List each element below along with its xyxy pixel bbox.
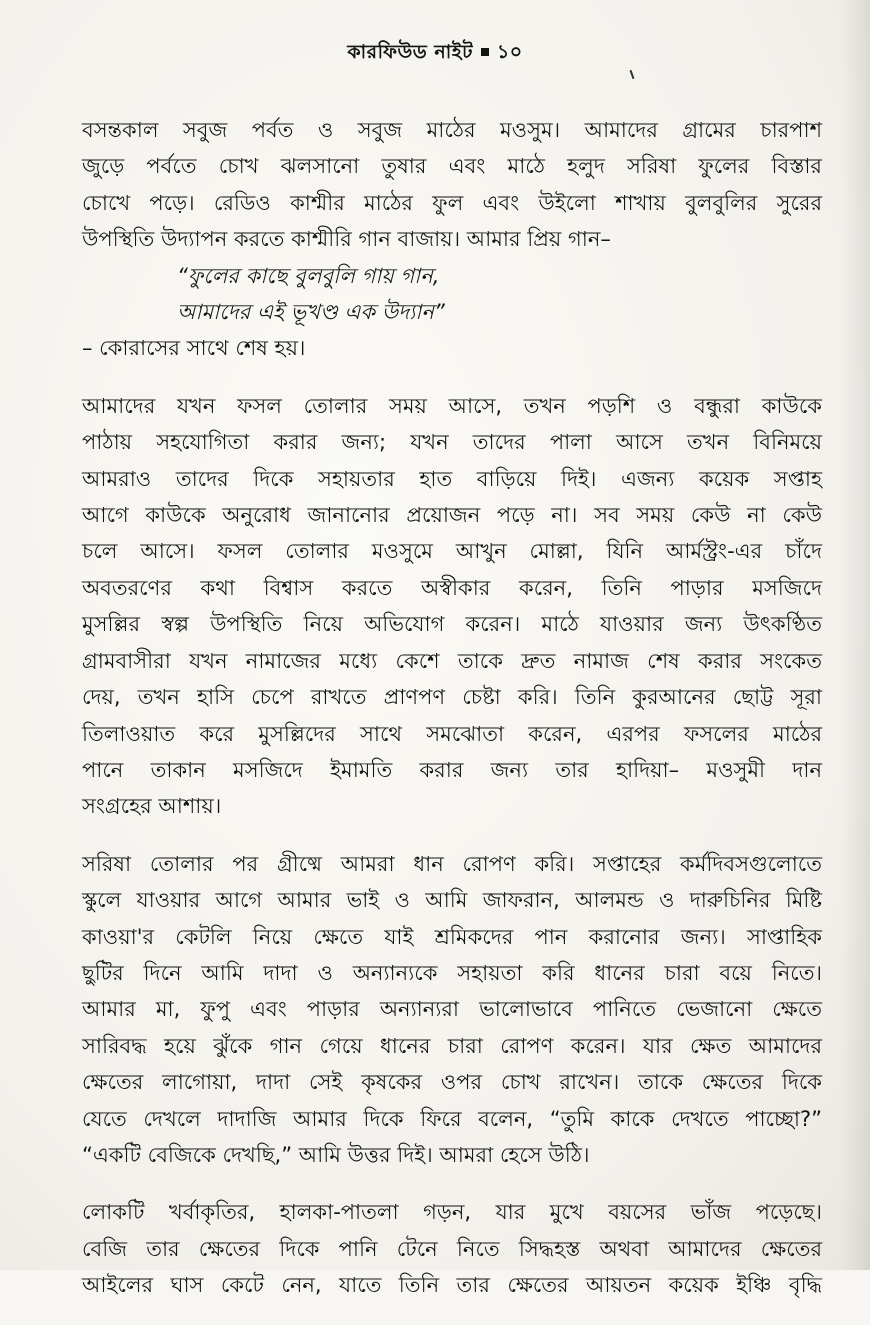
text-line: উপস্থিতি উদ্যাপন করতে কাশ্মীরি গান বাজায়। আমার প্রিয় গান–	[82, 227, 611, 252]
paragraph-1	[82, 112, 822, 367]
text-line: বেজি তার ক্ষেতের দিকে পানি টেনে নিতে সিদ্ধহস্ত অথবা আমাদের ক্ষেতের	[82, 1236, 822, 1261]
text-line: ক্ষেতের লাগোয়া, দাদা সেই কৃষকের ওপর চোখ রাখেন। তাকে ক্ষেতের দিকে	[82, 1070, 822, 1095]
ink-speck	[630, 70, 635, 79]
text-line: আমাদের যখন ফসল তোলার সময় আসে, তখন পড়শি ও বন্ধুরা কাউকে	[82, 393, 822, 418]
text-line: তিলাওয়াত করে মুসল্লিদের সাথে সমঝোতা করেন, এরপর ফসলের মাঠের	[82, 721, 822, 746]
text-line: দেয়, তখন হাসি চেপে রাখতে প্রাণপণ চেষ্টা করি। তিনি কুরআনের ছোট্ট সূরা	[82, 685, 822, 710]
page-number: ১০	[496, 41, 523, 63]
text-line: আইলের ঘাস কেটে নেন, যাতে তিনি তার ক্ষেতের আয়তন কয়েক ইঞ্চি বৃদ্ধি	[82, 1273, 822, 1298]
body-text	[82, 112, 822, 1325]
text-line: “একটি বেজিকে দেখছি,” আমি উত্তর দিই। আমরা হেসে উঠি।	[82, 1142, 590, 1167]
verse-closing: – কোরাসের সাথে শেষ হয়।	[82, 336, 306, 361]
text-line: স্কুলে যাওয়ার আগে আমার ভাই ও আমি জাফরান, আলমন্ড ও দারুচিনির মিষ্টি	[82, 888, 822, 913]
text-line: সরিষা তোলার পর গ্রীষ্মে আমরা ধান রোপণ করি। সপ্তাহের কর্মদিবসগুলোতে	[82, 851, 822, 876]
text-line: মুসল্লির স্বল্প উপস্থিতি নিয়ে অভিযোগ করেন। মাঠে যাওয়ার জন্য উৎকণ্ঠিত	[82, 612, 822, 637]
header-title: কারফিউড নাইট	[347, 41, 473, 63]
text-line: ছুটির দিনে আমি দাদা ও অন্যান্যকে সহায়তা করি ধানের চারা বয়ে নিতে।	[82, 960, 822, 985]
verse-line: আমাদের এই ভূখণ্ড এক উদ্যান”	[177, 300, 445, 325]
text-line: গ্রামবাসীরা যখন নামাজের মধ্যে কেশে তাকে দ্রুত নামাজ শেষ করার সংকেত	[82, 648, 822, 673]
header-separator	[481, 48, 489, 56]
text-line: পাঠায় সহযোগিতা করার জন্য; যখন তাদের পালা আসে তখন বিনিময়ে	[82, 430, 822, 455]
text-line: অবতরণের কথা বিশ্বাস করতে অস্বীকার করেন, তিনি পাড়ার মসজিদে	[82, 575, 822, 600]
paragraph-4	[82, 1194, 822, 1303]
text-line: আমরাও তাদের দিকে সহায়তার হাত বাড়িয়ে দিই। এজন্য কয়েক সপ্তাহ	[82, 466, 822, 491]
text-line: লোকটি খর্বাকৃতির, হালকা-পাতলা গড়ন, যার মুখে বয়সের ভাঁজ পড়েছে।	[82, 1200, 822, 1225]
text-line: সারিবদ্ধ হয়ে ঝুঁকে গান গেয়ে ধানের চারা রোপণ করেন। যার ক্ষেত আমাদের	[82, 1033, 822, 1058]
text-line: পানে তাকান মসজিদে ইমামতি করার জন্য তার হাদিয়া– মওসুমী দান	[82, 757, 822, 782]
verse-line: “ফুলের কাছে বুলবুলি গায় গান,	[177, 263, 440, 288]
text-line: জুড়ে পর্বতে চোখ ঝলসানো তুষার এবং মাঠে হলুদ সরিষা ফুলের বিস্তার	[82, 154, 822, 179]
text-line: আগে কাউকে অনুরোধ জানানোর প্রয়োজন পড়ে না। সব সময় কেউ না কেউ	[82, 503, 822, 528]
running-header	[0, 38, 870, 70]
paragraph-2	[82, 388, 822, 825]
paragraph-3	[82, 846, 822, 1174]
text-line: চোখে পড়ে। রেডিও কাশ্মীর মাঠের ফুল এবং উইলো শাখায় বুলবুলির সুরের	[82, 190, 822, 215]
text-line: সংগ্রহের আশায়।	[82, 794, 222, 819]
text-line: যেতে দেখলে দাদাজি আমার দিকে ফিরে বলেন, “তুমি কাকে দেখতে পাচ্ছো?”	[82, 1106, 822, 1131]
text-line: কাওয়া'র কেটলি নিয়ে ক্ষেতে যাই শ্রমিকদের পান করানোর জন্য। সাপ্তাহিক	[82, 924, 822, 949]
text-line: বসন্তকাল সবুজ পর্বত ও সবুজ মাঠের মওসুম। আমাদের গ্রামের চারপাশ	[82, 118, 822, 142]
text-line: চলে আসে। ফসল তোলার মওসুমে আখুন মোল্লা, যিনি আর্মস্ট্রং-এর চাঁদে	[82, 539, 822, 564]
text-line: আমার মা, ফুপু এবং পাড়ার অন্যান্যরা ভালোভাবে পানিতে ভেজানো ক্ষেতে	[82, 997, 822, 1022]
page-shadow	[840, 0, 870, 1270]
